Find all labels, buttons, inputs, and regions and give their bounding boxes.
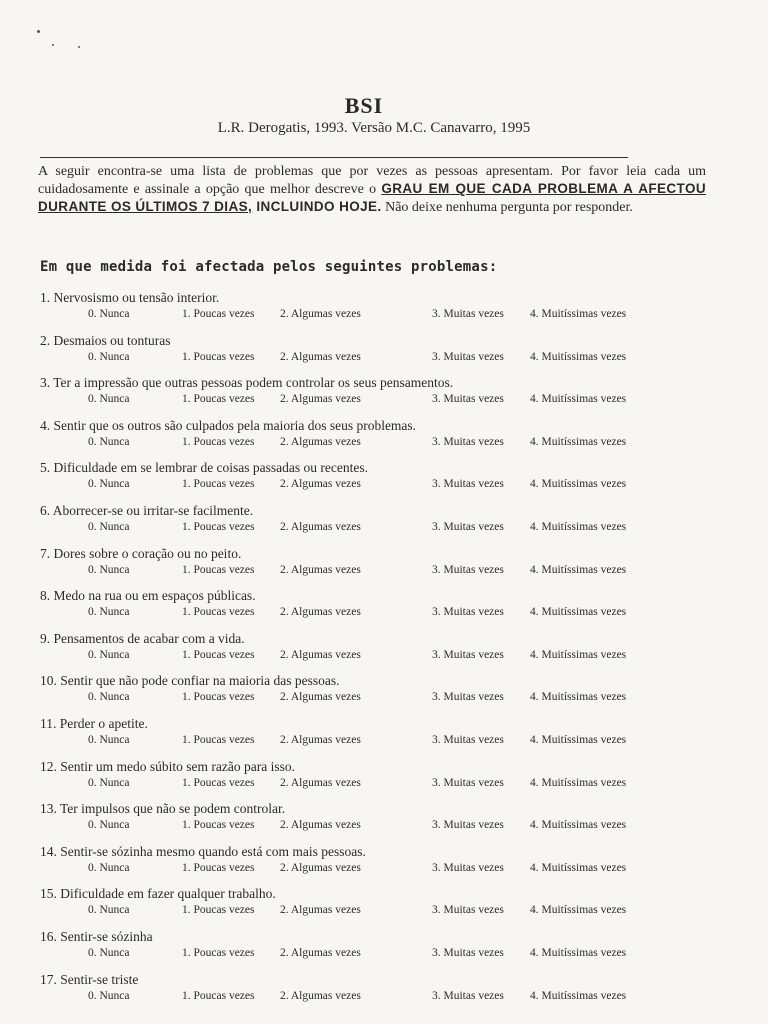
question-item bbox=[0, 757, 768, 800]
answer-option-4[interactable]: 4. Muitíssimas vezes bbox=[530, 393, 627, 406]
question-text: 11. Perder o apetite. bbox=[40, 715, 148, 731]
answer-option-3[interactable]: 3. Muitas vezes bbox=[432, 776, 504, 789]
answer-option-1[interactable]: 1. Poucas vezes bbox=[182, 691, 255, 704]
answer-option-4[interactable]: 4. Muitíssimas vezes bbox=[530, 563, 627, 576]
answer-option-3[interactable]: 3. Muitas vezes bbox=[432, 606, 504, 619]
answer-option-1[interactable]: 1. Poucas vezes bbox=[182, 648, 255, 661]
answer-option-2[interactable]: 2. Algumas vezes bbox=[280, 776, 361, 789]
answer-option-2[interactable]: 2. Algumas vezes bbox=[280, 648, 361, 661]
answer-option-4[interactable]: 4. Muitíssimas vezes bbox=[530, 308, 627, 320]
question-text: 5. Dificuldade em se lembrar de coisas passadas ou recentes. bbox=[40, 460, 369, 476]
answer-option-3[interactable]: 3. Muitas vezes bbox=[432, 989, 504, 1002]
answer-option-3[interactable]: 3. Muitas vezes bbox=[432, 819, 504, 832]
answer-option-2[interactable]: 2. Algumas vezes bbox=[280, 691, 361, 704]
answer-option-3[interactable]: 3. Muitas vezes bbox=[432, 308, 504, 320]
answer-option-1[interactable]: 1. Poucas vezes bbox=[182, 989, 255, 1002]
answer-option-1[interactable]: 1. Poucas vezes bbox=[182, 861, 255, 874]
question-item bbox=[0, 970, 768, 1013]
answer-option-3[interactable]: 3. Muitas vezes bbox=[432, 563, 504, 576]
question-item bbox=[0, 586, 768, 629]
scan-speck bbox=[37, 30, 40, 33]
question-text: 2. Desmaios ou tonturas bbox=[40, 332, 171, 348]
answer-option-1[interactable]: 1. Poucas vezes bbox=[182, 733, 255, 746]
answer-option-1[interactable]: 1. Poucas vezes bbox=[182, 606, 255, 619]
answer-option-3[interactable]: 3. Muitas vezes bbox=[432, 861, 504, 874]
answer-option-0[interactable]: 0. Nunca bbox=[88, 691, 130, 704]
answer-option-0[interactable]: 0. Nunca bbox=[88, 478, 130, 491]
answer-option-3[interactable]: 3. Muitas vezes bbox=[432, 733, 504, 746]
answer-option-3[interactable]: 3. Muitas vezes bbox=[432, 520, 504, 533]
answer-option-2[interactable]: 2. Algumas vezes bbox=[280, 819, 361, 832]
answer-option-3[interactable]: 3. Muitas vezes bbox=[432, 946, 504, 959]
answer-option-4[interactable]: 4. Muitíssimas vezes bbox=[530, 478, 627, 491]
answer-option-4[interactable]: 4. Muitíssimas vezes bbox=[530, 648, 627, 661]
question-item bbox=[0, 629, 768, 672]
divider bbox=[40, 157, 628, 158]
answer-option-3[interactable]: 3. Muitas vezes bbox=[432, 904, 504, 917]
answer-option-4[interactable]: 4. Muitíssimas vezes bbox=[530, 691, 627, 704]
answer-option-0[interactable]: 0. Nunca bbox=[88, 904, 130, 917]
answer-option-0[interactable]: 0. Nunca bbox=[88, 733, 130, 746]
question-item bbox=[0, 927, 768, 970]
answer-option-2[interactable]: 2. Algumas vezes bbox=[280, 904, 361, 917]
answer-option-0[interactable]: 0. Nunca bbox=[88, 819, 130, 832]
instructions-emphasis-today: INCLUINDO HOJE. bbox=[252, 199, 382, 214]
question-text: 3. Ter a impressão que outras pessoas podem controlar os seus pensamentos. bbox=[40, 375, 454, 391]
answer-option-4[interactable]: 4. Muitíssimas vezes bbox=[530, 435, 627, 448]
answer-option-2[interactable]: 2. Algumas vezes bbox=[280, 308, 361, 320]
answer-option-1[interactable]: 1. Poucas vezes bbox=[182, 904, 255, 917]
section-heading: Em que medida foi afectada pelos seguintes problemas: bbox=[40, 259, 498, 275]
question-item bbox=[0, 671, 768, 714]
answer-option-2[interactable]: 2. Algumas vezes bbox=[280, 435, 361, 448]
question-item bbox=[0, 416, 768, 459]
answer-option-4[interactable]: 4. Muitíssimas vezes bbox=[530, 606, 627, 619]
answer-option-1[interactable]: 1. Poucas vezes bbox=[182, 563, 255, 576]
instructions-text: A seguir encontra-se uma lista de problemas que por vezes as pessoas apresentam. Por favor leia cada um cuidadosamente e assinale a opção que melhor descreve o bbox=[38, 164, 706, 197]
question-text: 12. Sentir um medo súbito sem razão para isso. bbox=[40, 758, 295, 774]
answer-option-4[interactable]: 4. Muitíssimas vezes bbox=[530, 350, 627, 363]
answer-option-4[interactable]: 4. Muitíssimas vezes bbox=[530, 946, 627, 959]
answer-option-1[interactable]: 1. Poucas vezes bbox=[182, 350, 255, 363]
answer-option-2[interactable]: 2. Algumas vezes bbox=[280, 606, 361, 619]
scan-speck bbox=[52, 44, 54, 46]
answer-option-4[interactable]: 4. Muitíssimas vezes bbox=[530, 776, 627, 789]
answer-option-4[interactable]: 4. Muitíssimas vezes bbox=[530, 733, 627, 746]
question-item bbox=[0, 884, 768, 927]
answer-option-4[interactable]: 4. Muitíssimas vezes bbox=[530, 861, 627, 874]
answer-option-3[interactable]: 3. Muitas vezes bbox=[432, 648, 504, 661]
answer-option-2[interactable]: 2. Algumas vezes bbox=[280, 393, 361, 406]
question-text: 10. Sentir que não pode confiar na maioria das pessoas. bbox=[40, 673, 340, 689]
answer-option-1[interactable]: 1. Poucas vezes bbox=[182, 393, 255, 406]
answer-option-0[interactable]: 0. Nunca bbox=[88, 520, 130, 533]
answer-option-1[interactable]: 1. Poucas vezes bbox=[182, 819, 255, 832]
answer-option-4[interactable]: 4. Muitíssimas vezes bbox=[530, 989, 627, 1002]
answer-option-0[interactable]: 0. Nunca bbox=[88, 606, 130, 619]
question-text: 9. Pensamentos de acabar com a vida. bbox=[40, 630, 245, 646]
answer-option-0[interactable]: 0. Nunca bbox=[88, 648, 130, 661]
question-text: 6. Aborrecer-se ou irritar-se facilmente. bbox=[40, 502, 254, 518]
answer-option-4[interactable]: 4. Muitíssimas vezes bbox=[530, 904, 627, 917]
instructions-text-end: Não deixe nenhuma pergunta por responder. bbox=[381, 200, 633, 215]
answer-option-1[interactable]: 1. Poucas vezes bbox=[182, 776, 255, 789]
instructions-emphasis: GRAU EM QUE CADA PROBLEMA A AFECTOU DURANTE OS ÚLTIMOS 7 DIAS, bbox=[38, 181, 706, 214]
scan-speck bbox=[78, 46, 80, 48]
answer-option-0[interactable]: 0. Nunca bbox=[88, 776, 130, 789]
answer-option-3[interactable]: 3. Muitas vezes bbox=[432, 478, 504, 491]
question-text: 16. Sentir-se sózinha bbox=[40, 928, 153, 944]
question-text: 17. Sentir-se triste bbox=[40, 971, 139, 987]
question-item bbox=[0, 842, 768, 885]
answer-option-0[interactable]: 0. Nunca bbox=[88, 989, 130, 1002]
question-item bbox=[0, 799, 768, 842]
answer-option-0[interactable]: 0. Nunca bbox=[88, 308, 130, 320]
question-item bbox=[0, 458, 768, 501]
answer-option-1[interactable]: 1. Poucas vezes bbox=[182, 478, 255, 491]
question-item bbox=[0, 544, 768, 587]
instructions bbox=[38, 163, 706, 216]
answer-option-1[interactable]: 1. Poucas vezes bbox=[182, 520, 255, 533]
question-item bbox=[0, 288, 768, 331]
answer-option-0[interactable]: 0. Nunca bbox=[88, 435, 130, 448]
question-text: 1. Nervosismo ou tensão interior. bbox=[40, 290, 220, 305]
question-item bbox=[0, 331, 768, 374]
answer-option-2[interactable]: 2. Algumas vezes bbox=[280, 946, 361, 959]
answer-option-2[interactable]: 2. Algumas vezes bbox=[280, 989, 361, 1002]
answer-option-0[interactable]: 0. Nunca bbox=[88, 393, 130, 406]
answer-option-2[interactable]: 2. Algumas vezes bbox=[280, 520, 361, 533]
answer-option-4[interactable]: 4. Muitíssimas vezes bbox=[530, 819, 627, 832]
answer-option-1[interactable]: 1. Poucas vezes bbox=[182, 308, 255, 320]
answer-option-2[interactable]: 2. Algumas vezes bbox=[280, 478, 361, 491]
question-text: 8. Medo na rua ou em espaços públicas. bbox=[40, 588, 256, 604]
question-item bbox=[0, 714, 768, 757]
answer-option-2[interactable]: 2. Algumas vezes bbox=[280, 563, 361, 576]
answer-option-0[interactable]: 0. Nunca bbox=[88, 861, 130, 874]
answer-option-1[interactable]: 1. Poucas vezes bbox=[182, 435, 255, 448]
question-text: 7. Dores sobre o coração ou no peito. bbox=[40, 545, 242, 561]
answer-option-0[interactable]: 0. Nunca bbox=[88, 350, 130, 363]
answer-option-1[interactable]: 1. Poucas vezes bbox=[182, 946, 255, 959]
answer-option-3[interactable]: 3. Muitas vezes bbox=[432, 435, 504, 448]
question-item bbox=[0, 373, 768, 416]
answer-option-2[interactable]: 2. Algumas vezes bbox=[280, 733, 361, 746]
answer-option-3[interactable]: 3. Muitas vezes bbox=[432, 393, 504, 406]
question-list bbox=[0, 288, 768, 1012]
document-title: BSI bbox=[344, 93, 384, 118]
question-text: 13. Ter impulsos que não se podem controlar. bbox=[40, 801, 286, 817]
question-item bbox=[0, 501, 768, 544]
answer-option-2[interactable]: 2. Algumas vezes bbox=[280, 350, 361, 363]
answer-option-0[interactable]: 0. Nunca bbox=[88, 946, 130, 959]
answer-option-0[interactable]: 0. Nunca bbox=[88, 563, 130, 576]
document-subtitle: L.R. Derogatis, 1993. Versão M.C. Canavarro, 1995 bbox=[217, 120, 531, 136]
question-text: 4. Sentir que os outros são culpados pela maioria dos seus problemas. bbox=[40, 417, 417, 433]
question-text: 15. Dificuldade em fazer qualquer trabalho. bbox=[40, 886, 276, 902]
answer-option-3[interactable]: 3. Muitas vezes bbox=[432, 691, 504, 704]
question-text: 14. Sentir-se sózinha mesmo quando está com mais pessoas. bbox=[40, 843, 366, 859]
answer-option-2[interactable]: 2. Algumas vezes bbox=[280, 861, 361, 874]
answer-option-4[interactable]: 4. Muitíssimas vezes bbox=[530, 520, 627, 533]
answer-option-3[interactable]: 3. Muitas vezes bbox=[432, 350, 504, 363]
